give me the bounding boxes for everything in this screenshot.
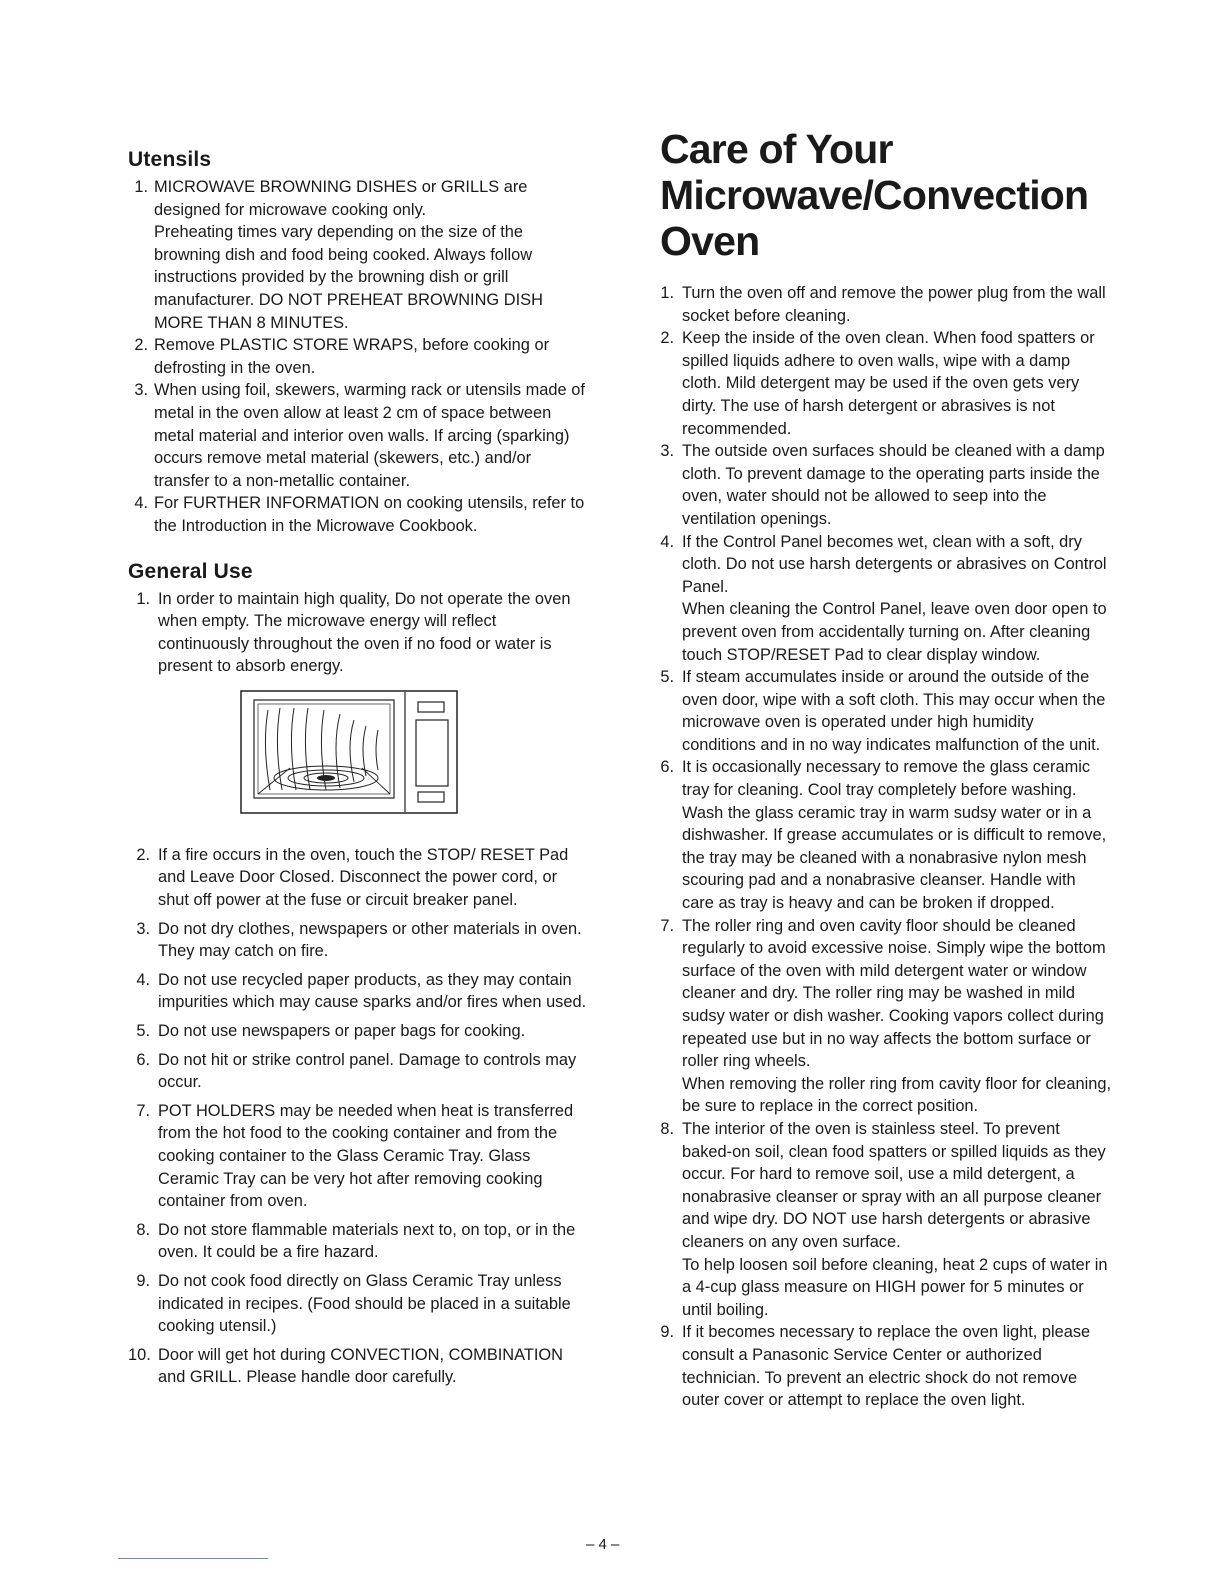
list-item: 6. It is occasionally necessary to remove the glass ceramic tray for cleaning. Cool tray completely before washing. Wash the glass ceramic tray in warm sudsy water or in a dishwasher. If grease accumulates or is difficult to remove, the tray may be cleaned with a nonabrasive nylon mesh scouring pad and a nonabrasive cleanser. Handle with care as tray is heavy and can be broken if dropped.	[660, 758, 1107, 913]
page-number: – 4 –	[586, 1536, 620, 1553]
list-item: 4. If the Control Panel becomes wet, clean with a soft, dry cloth. Do not use harsh detergents or abrasives on Control Panel. When cleaning the Control Panel, leave oven door open to prevent oven from accidentally turning on. After cleaning touch STOP/RESET Pad to clear display window.	[660, 532, 1107, 664]
list-item: 5. If steam accumulates inside or around the outside of the oven door, wipe with a soft cloth. This may occur when the microwave oven is operated under high humidity conditions and in no way indicates malfunction of the unit.	[660, 668, 1106, 754]
list-item: 8. The interior of the oven is stainless steel. To prevent baked-on soil, clean food spatters or spilled liquids as they occur. For hard to remove soil, use a mild detergent, a nonabrasive cleanser or spray with an all purpose cleaner and wipe dry. DO NOT use harsh detergents or abrasive cleaners on any oven surface. To help loosen soil before cleaning, heat 2 cups of water in a 4-cup glass measure on HIGH power for 5 minutes or until boiling.	[660, 1119, 1108, 1319]
list-item: 1. In order to maintain high quality, Do not operate the oven when empty. The microwave energy will reflect continuously throughout the oven if no food or water is present to absorb energy.	[136, 589, 571, 676]
list-item: 2. If a fire occurs in the oven, touch the STOP/ RESET Pad and Leave Door Closed. Disconnect the power cord, or shut off power at the fuse or circuit breaker panel.	[136, 845, 569, 910]
general-use-list-continued	[128, 844, 588, 1389]
list-item: 9. Do not cook food directly on Glass Ceramic Tray unless indicated in recipes. (Food should be placed in a suitable cooking utensil.)	[136, 1271, 571, 1336]
utensils-heading: Utensils	[128, 148, 212, 171]
list-item: 8. Do not store flammable materials next to, on top, or in the oven. It could be a fire hazard.	[136, 1220, 576, 1262]
list-item: 3. Do not dry clothes, newspapers or other materials in oven. They may catch on fire.	[136, 919, 582, 961]
footer-rule	[118, 1558, 268, 1559]
list-item: 2. Remove PLASTIC STORE WRAPS, before cooking or defrosting in the oven.	[134, 336, 550, 377]
list-item: 1. Turn the oven off and remove the power plug from the wall socket before cleaning.	[660, 284, 1106, 325]
list-item: 4. Do not use recycled paper products, as they may contain impurities which may cause sparks and/or fires when used.	[136, 970, 587, 1012]
microwave-illustration	[240, 690, 458, 814]
list-item: 3. When using foil, skewers, warming rack or utensils made of metal in the oven allow at least 2 cm of space between metal material and interior oven walls. If arcing (sparking) occurs remove metal material (skewers, etc.) and/or transfer to a non-metallic container.	[134, 381, 585, 490]
general-use-heading: General Use	[128, 559, 253, 583]
list-item: 4. For FURTHER INFORMATION on cooking utensils, refer to the Introduction in the Microwave Cookbook.	[134, 494, 585, 535]
right-column	[652, 126, 1112, 1412]
list-item: 7. POT HOLDERS may be needed when heat is transferred from the hot food to the cooking container and from the cooking container to the Glass Ceramic Tray. Glass Ceramic Tray can be very hot after removing cooking container from oven.	[136, 1101, 574, 1211]
list-item: 9. If it becomes necessary to replace the oven light, please consult a Panasonic Service Center or authorized technician. To prevent an electric shock do not remove outer cover or attempt to replace the oven light.	[660, 1323, 1091, 1410]
left-column	[128, 148, 588, 1395]
utensils-list	[128, 176, 588, 538]
list-item: 2. Keep the inside of the oven clean. When food spatters or spilled liquids adhere to oven walls, wipe with a damp cloth. Mild detergent may be used if the oven gets very dirty. The use of harsh detergent or abrasives is not recommended.	[660, 329, 1095, 438]
microwave-oven-icon	[240, 690, 458, 814]
general-use-section	[128, 560, 588, 1389]
list-item: 6. Do not hit or strike control panel. Damage to controls may occur.	[136, 1050, 577, 1092]
list-item: 7. The roller ring and oven cavity floor should be cleaned regularly to avoid excessive noise. Simply wipe the bottom surface of the oven with mild detergent water or window cleaner and dry. The roller ring may be washed in mild sudsy water or dish washer. Cooking vapors collect during repeated use but in no way affects the bottom surface or roller ring wheels. When removing the roller ring from cavity floor for cleaning, be sure to replace in the correct position.	[660, 916, 1112, 1116]
care-heading: Care of Your Microwave/Convection Oven	[660, 126, 1089, 264]
list-item: 10. Door will get hot during CONVECTION, COMBINATION and GRILL. Please handle door carefully.	[128, 1345, 564, 1387]
list-item: 3. The outside oven surfaces should be cleaned with a damp cloth. To prevent damage to the operating parts inside the oven, water should not be allowed to seep into the ventilation openings.	[660, 442, 1105, 528]
care-list	[652, 282, 1112, 1412]
list-item: 1. MICROWAVE BROWNING DISHES or GRILLS are designed for microwave cooking only. Preheating times vary depending on the size of the browning dish and food being cooked. Always follow instructions provided by the browning dish or grill manufacturer. DO NOT PREHEAT BROWNING DISH MORE THAN 8 MINUTES.	[134, 178, 543, 332]
general-use-list	[128, 588, 588, 678]
utensils-section	[128, 148, 588, 538]
list-item: 5. Do not use newspapers or paper bags for cooking.	[136, 1022, 526, 1041]
